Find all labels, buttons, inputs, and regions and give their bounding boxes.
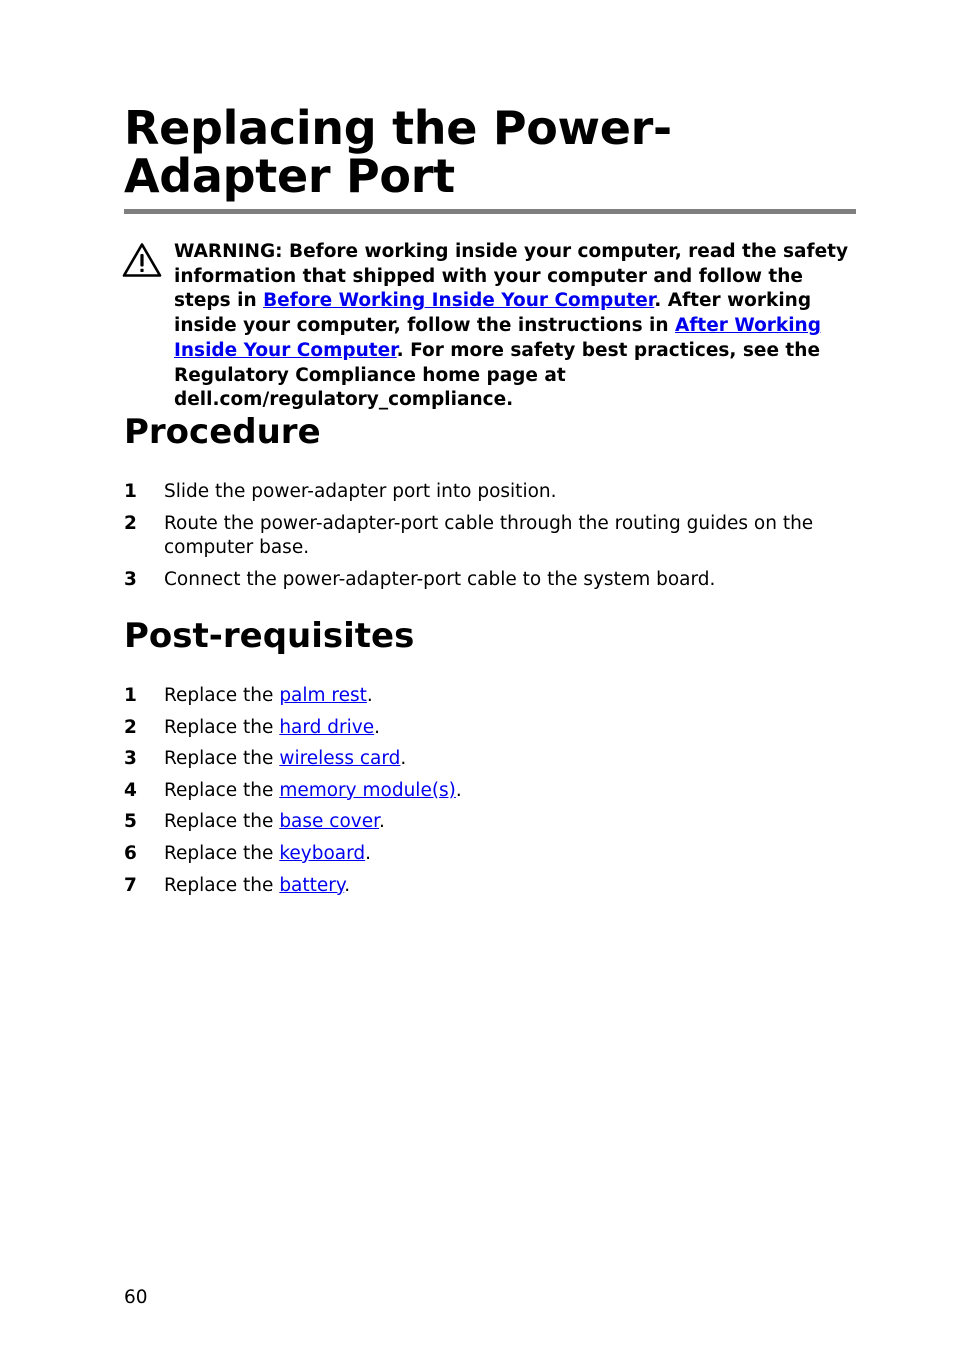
step-number: 3 [124, 569, 137, 590]
procedure-step [124, 480, 844, 504]
post-requisites-heading: Post-requisites [124, 616, 415, 656]
step-number: 3 [124, 748, 137, 770]
step-number: 2 [124, 716, 137, 738]
step-punctuation: . [366, 685, 373, 706]
step-punctuation: . [374, 716, 380, 738]
after-working-link[interactable]: After Working Inside Your Computer [174, 315, 821, 361]
post-requisite-step [124, 779, 844, 803]
post-requisite-step [124, 747, 844, 771]
warning-text-middle: . After working inside your computer, follow the instructions in [174, 290, 812, 337]
step-number: 2 [124, 513, 137, 534]
wireless-card-link[interactable]: wireless card [279, 748, 401, 770]
memory-modules-link[interactable]: memory module(s) [279, 779, 456, 801]
step-text: Replace the [164, 842, 280, 864]
step-number: 7 [124, 874, 137, 896]
step-punctuation: . [365, 842, 372, 864]
warning-triangle-icon [122, 242, 162, 278]
step-text: Replace the [164, 716, 280, 738]
warning-notice [174, 240, 854, 413]
step-punctuation: . [400, 748, 407, 770]
step-number: 5 [124, 811, 137, 833]
step-punctuation: . [455, 779, 462, 801]
step-text: Replace the [164, 748, 280, 770]
step-text: Replace the [164, 874, 280, 896]
warning-text-end: . For more safety best practices, see the Regulatory Compliance home page at dell.com/regulatory_compliance. [174, 339, 820, 411]
step-punctuation: . [379, 811, 385, 833]
step-text: Route the power-adapter-port cable through the routing guides on the computer base. [164, 513, 814, 558]
procedure-step [124, 568, 844, 592]
step-text: Replace the [164, 779, 280, 801]
post-requisite-step [124, 684, 844, 708]
post-requisite-step [124, 716, 844, 740]
keyboard-link[interactable]: keyboard [279, 842, 366, 864]
step-number: 1 [124, 481, 137, 502]
hard-drive-link[interactable]: hard drive [279, 716, 375, 738]
before-working-link[interactable]: Before Working Inside Your Computer [263, 290, 655, 312]
post-requisites-steps [124, 684, 844, 905]
page-number: 60 [124, 1287, 148, 1308]
post-requisite-step [124, 874, 844, 898]
warning-text-start: WARNING: Before working inside your computer, read the safety information that shipped with your computer and follow the steps in [174, 241, 849, 312]
step-number: 6 [124, 842, 137, 864]
post-requisite-step [124, 842, 844, 866]
page-title: Replacing the Power-Adapter Port [124, 101, 672, 203]
procedure-heading: Procedure [124, 412, 321, 452]
step-text: Slide the power-adapter port into position. [164, 481, 557, 502]
battery-link[interactable]: battery [279, 874, 345, 896]
title-divider [124, 209, 856, 214]
procedure-steps [124, 480, 844, 600]
step-number: 1 [124, 685, 137, 706]
post-requisite-step [124, 810, 844, 834]
procedure-step [124, 512, 844, 560]
step-text: Connect the power-adapter-port cable to the system board. [164, 569, 716, 590]
base-cover-link[interactable]: base cover [279, 811, 380, 833]
step-text: Replace the [164, 811, 280, 833]
step-punctuation: . [344, 874, 351, 896]
palm-rest-link[interactable]: palm rest [279, 685, 367, 706]
step-number: 4 [124, 779, 137, 801]
step-text: Replace the [164, 685, 280, 706]
